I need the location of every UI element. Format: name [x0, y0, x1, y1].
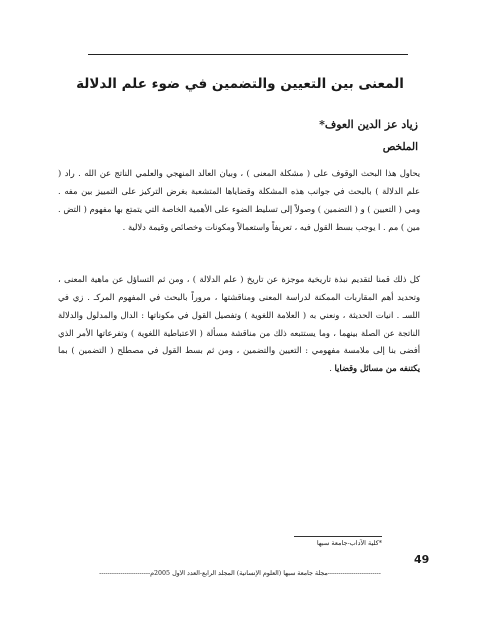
abstract-paragraph-2: [58, 271, 420, 378]
journal-footer: -------------------------مجلة جامعة سبها (العلوم الإنسانية) المجلد الرابع-العدد الأول 2005م------------------------: [99, 570, 381, 577]
abstract-heading: الملخص: [382, 141, 418, 153]
abstract-paragraph-1: يحاول هذا البحث الوقوف على ( مشكلة المعنى ) ، وبيان العالد المنهجي والعلمي الناتج عن الله . راد ( علم الدلالة ) بالبحث في جوانب هذه المشكلة وقضاياها المتشعبة بغرض التركيز على التمييز بين مفه . ومي ( التعيين ) و ( التضمين ) وصولاً إلى تسليط الضوء على الأهمية الخاصة التي يتمتع بها مفهوم ( التض . مين ) مم . ا يوجب بسط القول فيه ، تعريفاً واستعمالاً ومكونات وخصائص وقيمة دلالية .: [58, 168, 420, 232]
page-number: 49: [414, 553, 430, 566]
paper-title: المعنى بين التعيين والتضمين في ضوء علم الدلالة: [76, 76, 404, 92]
paragraph-2-bold-phrase: يكتنفه من مسائل وقضايا: [334, 363, 420, 374]
paragraph-2-end: .: [329, 363, 335, 374]
footnote-rule: [294, 536, 382, 537]
header-rule: [88, 54, 408, 55]
author-name: زياد عز الدين العوف*: [319, 118, 418, 131]
paragraph-2-text: كل ذلك قمنا لتقديم نبذة تاريخية موجزة عن تاريخ ( علم الدلالة ) ، ومن ثم التساؤل عن ماهية المعنى ، وتحديد أهم المقاربات الممكنة لدراسة المعنى ومناقشتها ، مروراً بالبحث في المفهوم المركـ . زي في اللسـ . انيات الحديثة ، ونعني به ( العلامة اللغوية ) وتفصيل القول في مكوناتها : الدال والمدلول والدلالة الناتجة عن الصلة بينهما ، وما يستتبعه ذلك من مناقشة مسألة ( الاعتباطية اللغوية ) وتفرعاتها الأمر الذي أفضى بنا إلى ملامسة مفهومي : التعيين والتضمين ، ومن ثم بسط القول في مصطلح ( التضمين ) بما: [58, 274, 420, 356]
affiliation-footnote: *كلية الآداب-جامعة سبها: [316, 539, 382, 547]
